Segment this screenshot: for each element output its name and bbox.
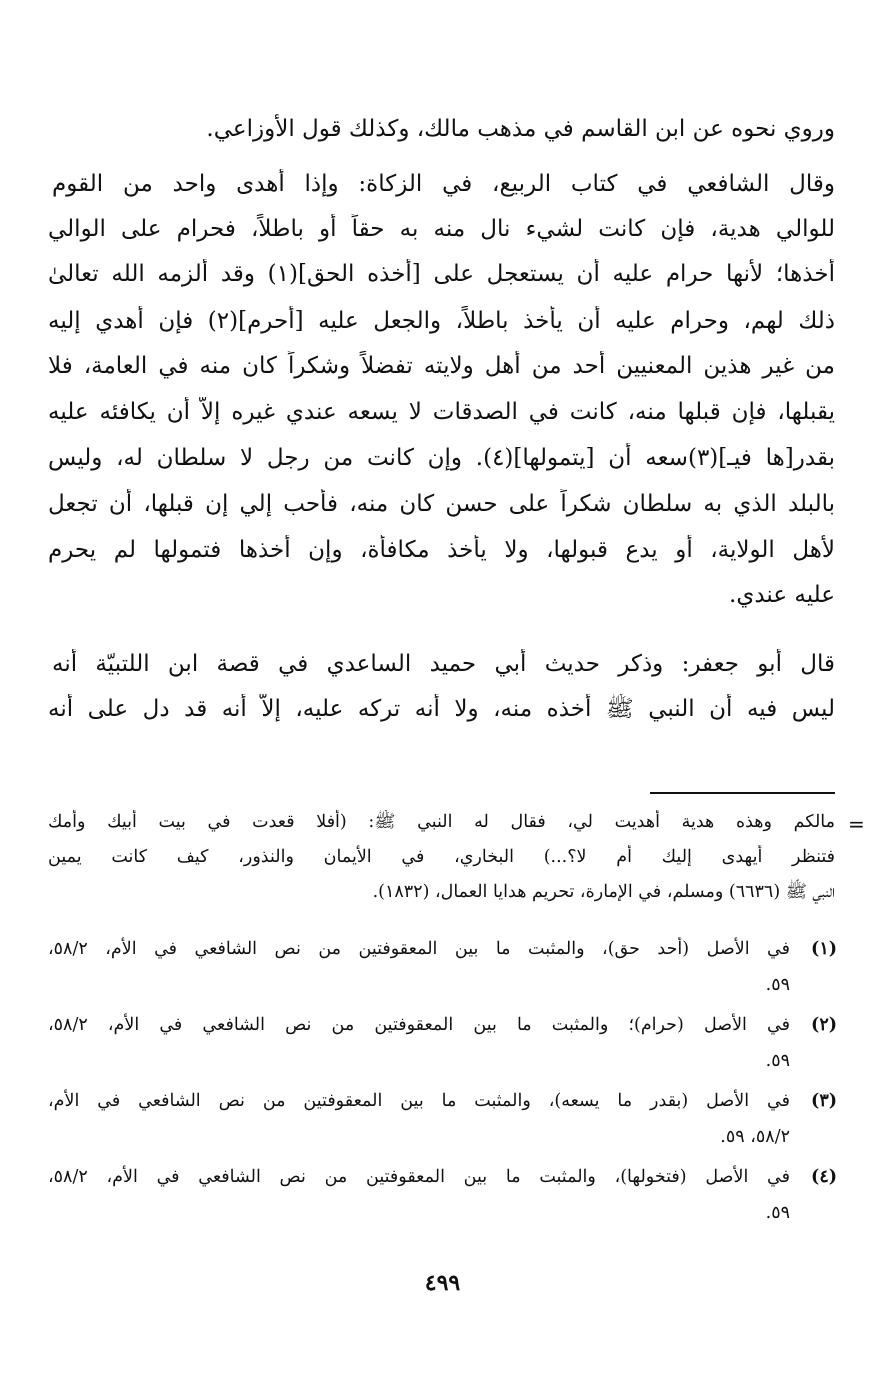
footnote-3-line-1: في الأصل (بقدر ما يسعه)، والمثبت ما بين المعقوفتين من نص الشافعي في الأم،	[48, 1091, 790, 1111]
footnote-2-line-2: ٥٩.	[765, 1051, 790, 1071]
footnote-3-line-2: ٥٨/٢، ٥٩.	[720, 1127, 790, 1147]
text-line-9: بالبلد الذي به سلطان شكراً على حسن كان منه، فأحب إلي إن قبلها، أن تجعل	[48, 491, 835, 517]
footnote-continuation-line-2: فتنظر أيهدى إليك أم لا؟...) البخاري، في الأيمان والنذور، كيف كانت يمين	[48, 847, 835, 867]
text-line-1: وروي نحوه عن ابن القاسم في مذهب مالك، وكذلك قول الأوزاعي.	[206, 116, 835, 142]
text-line-13: ليس فيه أن النبي ﷺ أخذه منه، ولا أنه تركه عليه، إلاَّ أنه قد دل على أنه	[48, 696, 835, 722]
footnote-number-1: (١)	[811, 939, 837, 959]
footnote-4-line-1: في الأصل (فتخولها)، والمثبت ما بين المعقوفتين من نص الشافعي في الأم، ٥٨/٢،	[48, 1167, 790, 1187]
text-line-6: من غير هذين المعنيين أحد من أهل ولايته تفضلاً وشكراً كان منه في العامة، فلا	[48, 353, 835, 379]
footnote-2-line-1: في الأصل (حرام)؛ والمثبت ما بين المعقوفتين من نص الشافعي في الأم، ٥٨/٢،	[48, 1015, 790, 1035]
text-line-3: للوالي هدية، فإن كانت لشيء نال منه به حقاً أو باطلاً، فحرام على الوالي	[48, 216, 835, 242]
text-line-11: عليه عندي.	[729, 582, 835, 608]
page-number: ٤٩٩	[424, 1270, 461, 1296]
text-line-7: يقبلها، فإن قبلها منه، كانت في الصدقات لا يسعه عندي غيره إلاَّ أن يكافئه عليه	[48, 399, 835, 425]
footnote-separator	[650, 792, 835, 794]
text-line-2: وقال الشافعي في كتاب الربيع، في الزكاة: وإذا أهدى واحد من القوم	[52, 171, 835, 197]
footnote-1-line-1: في الأصل (أحد حق)، والمثبت ما بين المعقوفتين من نص الشافعي في الأم، ٥٨/٢،	[48, 939, 790, 959]
text-line-4: أخذها؛ لأنها حرام عليه أن يستعجل على [أخذه الحق](١) وقد ألزمه الله تعالىٰ	[48, 261, 835, 287]
text-line-5: ذلك لهم، وحرام عليه أن يأخذ باطلاً، والجعل عليه [أحرم](٢) فإن أهدي إليه	[48, 308, 835, 334]
text-line-8: بقدر[ها فيـ](٣)سعه أن [يتمولها](٤). وإن كانت من رجل لا سلطان له، وليس	[48, 445, 835, 471]
footnote-number-4: (٤)	[811, 1167, 837, 1187]
footnote-1-line-2: ٥٩.	[765, 975, 790, 995]
footnote-continuation-line-3: النبي ﷺ (٦٦٣٦) ومسلم، في الإمارة، تحريم هدايا العمال، (١٨٣٢).	[372, 882, 835, 902]
continuation-mark: =	[848, 812, 865, 836]
footnote-number-2: (٢)	[811, 1015, 837, 1035]
footnote-continuation-line-1: مالكم وهذه هدية أهديت لي، فقال له النبي ﷺ: (أفلا قعدت في بيت أبيك وأمك	[48, 812, 835, 832]
footnote-4-line-2: ٥٩.	[765, 1203, 790, 1223]
footnote-number-3: (٣)	[811, 1091, 837, 1111]
text-line-10: لأهل الولاية، أو يدع قبولها، ولا يأخذ مكافأة، وإن أخذها فتمولها لم يحرم	[48, 537, 835, 563]
text-line-12: قال أبو جعفر: وذكر حديث أبي حميد الساعدي في قصة ابن اللتبيّة أنه	[52, 651, 835, 677]
